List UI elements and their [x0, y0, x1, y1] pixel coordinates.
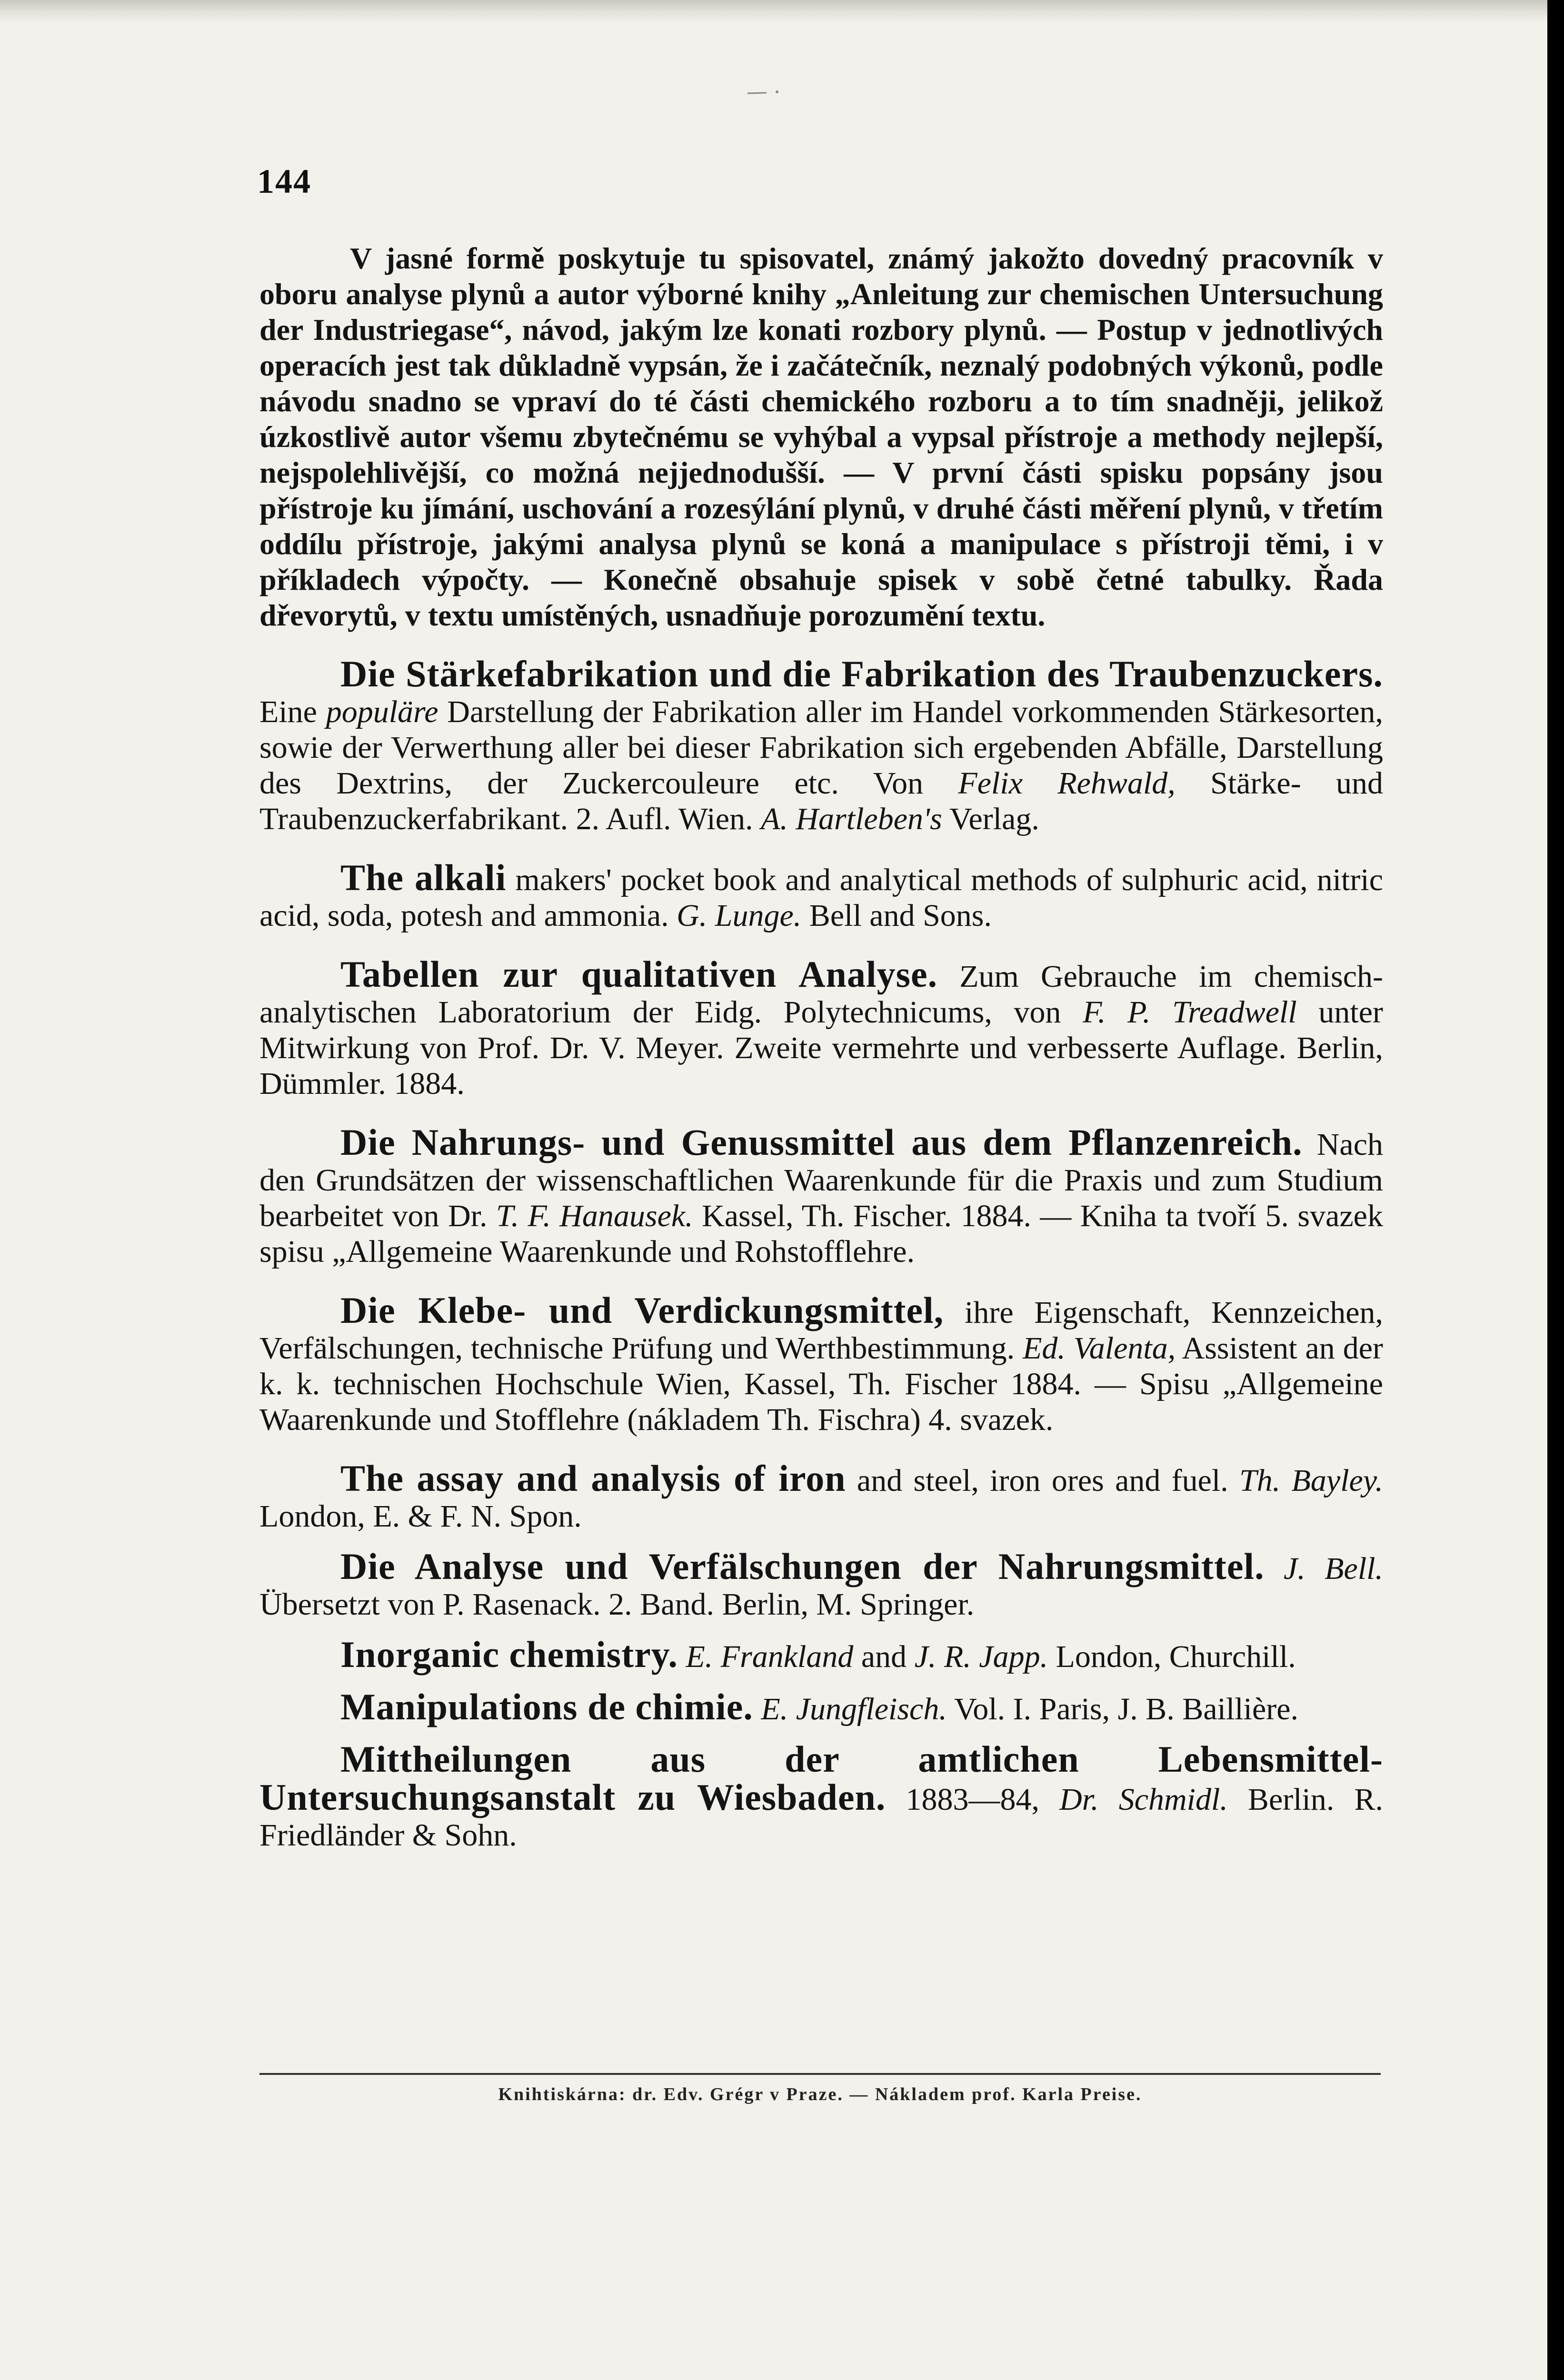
- entry-text: London, E. & F. N. Spon.: [259, 1499, 582, 1534]
- entry-text: Eine: [259, 694, 326, 729]
- entry-title: Die Stärkefabrikation und die Fabrikation des Traubenzuckers.: [340, 653, 1383, 694]
- entry-title: Tabellen zur qualitativen Analyse.: [340, 953, 938, 995]
- entry-text: Berlin. R. Friedländer & Sohn.: [259, 1782, 1384, 1853]
- entry-text: [753, 1692, 761, 1726]
- entry-italic: populäre: [326, 694, 438, 729]
- entry-title: Inorganic chemistry.: [340, 1634, 678, 1675]
- entry-author: Ed. Valenta,: [1023, 1331, 1176, 1366]
- page-top-edge: [0, 0, 1547, 23]
- entry-title: Manipulations de chimie.: [340, 1686, 753, 1727]
- scan-border: [1547, 0, 1564, 2380]
- entry-author: G. Lunge.: [677, 898, 802, 933]
- entry-title: The alkali: [340, 857, 507, 898]
- entry-author: J. Bell.: [1284, 1551, 1383, 1586]
- entry-title: Mittheilungen aus der amtlichen Lebensmittel-Untersuchungsanstalt zu Wiesbaden.: [259, 1738, 1383, 1818]
- entry-staerkefabrikation: [259, 653, 1384, 837]
- entry-tabellen: [259, 953, 1383, 1101]
- entry-author: Felix Rehwald,: [958, 766, 1175, 801]
- entry-text: and steel, iron ores and fuel.: [846, 1463, 1240, 1498]
- footer-rule: [259, 2073, 1381, 2075]
- entry-nahrungsmittel: [259, 1121, 1383, 1269]
- entry-text: Zum Gebrauche im chemisch-analytischen Laboratorium der Eidg. Polytechnicums, von: [259, 959, 1383, 1030]
- entry-text: [1265, 1551, 1284, 1586]
- entry-text: Verlag.: [942, 802, 1039, 836]
- entry-title: Die Klebe- und Verdickungsmittel,: [340, 1289, 944, 1331]
- entry-iron-assay: [259, 1460, 1383, 1534]
- entry-text: Übersetzt von P. Rasenack. 2. Band. Berlin, M. Springer.: [259, 1587, 975, 1622]
- entry-intro-paragraph: V jasné formě poskytuje tu spisovatel, známý jakožto dovedný pracovník v oboru analyse plynů a autor výborné knihy „Anleitung zur chemischen Untersuchung der Industriegase“, návod, jakým lze konati rozbory plynů. — Postup v jednotlivých operacích jest tak důkladně vypsán, že i začátečník, neznalý podobných výkonů, podle návodu snadno se vpraví do té části chemického rozboru a to tím snadněji, jelikož úzkostlivě autor všemu zbytečnému se vyhýbal a vypsal přístroje a methody nejlepší, nejspolehlivější, co možná nejjednodušší. — V první části spisku popsány jsou přístroje ku jímání, uschování a rozesýlání plynů, v druhé části měření plynů, v třetím oddílu přístroje, jakými analysa plynů se koná a manipulace s přístroji těmi, i v příkladech výpočty. — Konečně obsahuje spisek v sobě četné tabulky. Řada dřevorytů, v textu umístěných, usnadňuje porozumění textu.: [259, 241, 1383, 632]
- entry-title: Die Analyse und Verfälschungen der Nahrungsmittel.: [340, 1546, 1265, 1587]
- entry-text: London, Churchill.: [1048, 1639, 1296, 1674]
- entry-analyse-verfaelschungen: [259, 1548, 1383, 1622]
- entry-title: Die Nahrungs- und Genussmittel aus dem Pflanzenreich.: [340, 1121, 1303, 1163]
- entry-text: Nach den Grundsätzen der wissenschaftlichen Waarenkunde für die Praxis und zum Studium bearbeitet von Dr.: [259, 1127, 1383, 1233]
- review-listing: [259, 240, 1383, 1853]
- entry-author: F. P. Treadwell: [1083, 995, 1297, 1030]
- entry-text: 1883—84,: [886, 1782, 1060, 1817]
- entry-author: T. F. Hanausek.: [496, 1199, 693, 1233]
- entry-text: Assistent an der k. k. technischen Hochschule Wien, Kassel, Th. Fischer 1884. — Spisu „Allgemeine Waarenkunde und Stofflehre (nákladem Th. Fischra) 4. svazek.: [259, 1331, 1383, 1437]
- page-number: 144: [257, 162, 311, 200]
- entry-text: Bell and Sons.: [801, 898, 992, 933]
- entry-text: [678, 1639, 686, 1674]
- entry-title: The assay and analysis of iron: [340, 1458, 846, 1499]
- entry-text: Darstellung der Fabrikation aller im Handel vorkommenden Stärkesorten, sowie der Verwerthung aller bei dieser Fabrikation sich ergebenden Abfälle, Darstellung des Dextrins, der Zuckercouleure etc. Von: [259, 694, 1383, 801]
- entry-text: Vol. I. Paris, J. B. Baillière.: [946, 1692, 1299, 1726]
- entry-publisher: A. Hartleben's: [761, 802, 942, 836]
- entry-author: Dr. Schmidl.: [1059, 1782, 1228, 1817]
- entry-text: ihre Eigenschaft, Kennzeichen, Verfälschungen, technische Prüfung und Werthbestimmung.: [259, 1295, 1383, 1366]
- entry-text: makers' pocket book and analytical methods of sulphuric acid, nitric acid, soda, potesh and ammonia.: [259, 863, 1383, 933]
- entry-manipulations: [259, 1686, 1383, 1727]
- entry-text: and: [853, 1639, 915, 1674]
- printer-imprint: Knihtiskárna: dr. Edv. Grégr v Praze. — Nákladem prof. Karla Preise.: [498, 2084, 1142, 2104]
- entry-inorganic-chemistry: [259, 1636, 1383, 1675]
- entry-author: E. Frankland: [686, 1639, 854, 1674]
- entry-text: unter Mitwirkung von Prof. Dr. V. Meyer. Zweite vermehrte und verbesserte Auflage. Berlin, Dümmler. 1884.: [259, 995, 1383, 1101]
- entry-text: Stärke- und Traubenzuckerfabrikant. 2. Aufl. Wien.: [259, 766, 1384, 836]
- entry-mittheilungen: [259, 1738, 1384, 1853]
- print-speck-icon: [747, 90, 781, 95]
- entry-author: E. Jungfleisch.: [761, 1692, 947, 1726]
- entry-alkali: [259, 857, 1383, 933]
- entry-author: J. R. Japp.: [914, 1639, 1048, 1674]
- entry-author: Th. Bayley.: [1239, 1463, 1383, 1498]
- entry-text: Kassel, Th. Fischer. 1884. — Kniha ta tvoří 5. svazek spisu „Allgemeine Waarenkunde und Rohstofflehre.: [259, 1199, 1383, 1269]
- entry-klebemittel: [259, 1289, 1383, 1438]
